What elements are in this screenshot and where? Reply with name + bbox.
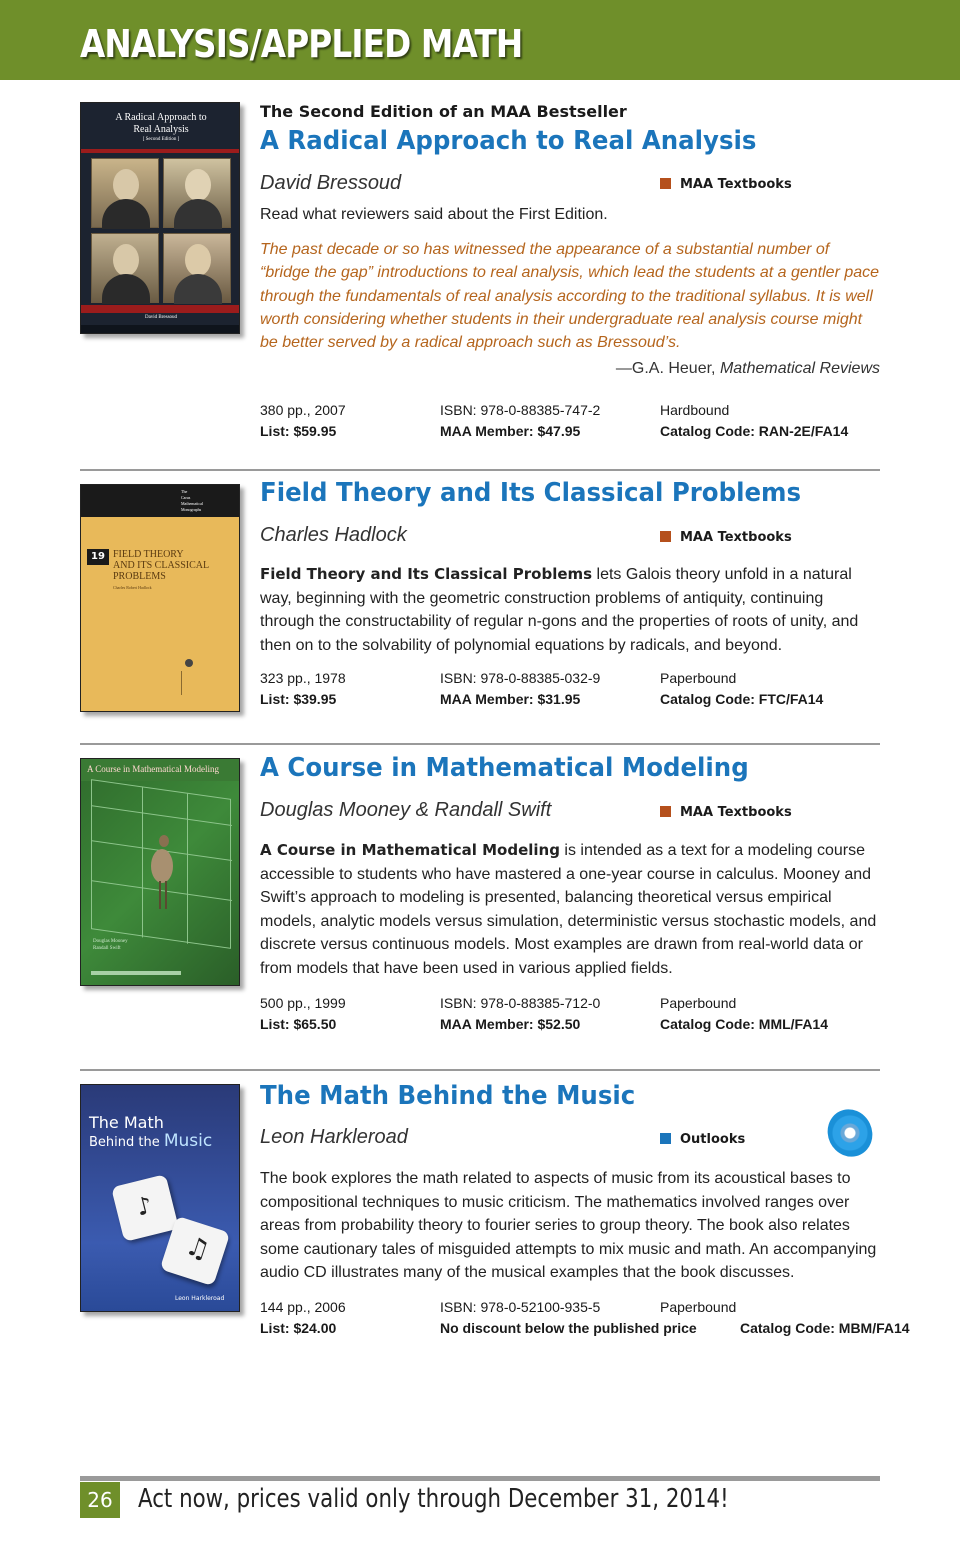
book-pages-year: 380 pp., 2007 xyxy=(260,402,346,418)
cover-author: Leon Harkleroad xyxy=(175,1295,225,1302)
section-title: ANALYSIS/APPLIED MATH xyxy=(80,22,523,66)
series-marker-icon xyxy=(660,531,671,542)
book-series xyxy=(660,177,792,192)
book-series xyxy=(660,1132,745,1147)
cover-series-line: Carus xyxy=(181,495,191,500)
book-author: Charles Hadlock xyxy=(260,524,407,546)
book-pages-year: 144 pp., 2006 xyxy=(260,1299,346,1315)
review-quote: The past decade or so has witnessed the appearance of a substantial number of “bridge the gap” introductions to real analysis, which lead the students at a gentler pace through the fundamentals of real analysis according to the traditional syllabus. It is well worth considering whether students in their undergraduate real analysis course might be better served by a radical approach such as Bressoud’s. xyxy=(260,241,880,352)
series-label: MAA Textbooks xyxy=(680,177,792,192)
cover-series-line: Mathematical xyxy=(181,501,203,506)
cover-title: A Course in Mathematical Modeling xyxy=(87,764,219,774)
review-source: Mathematical Reviews xyxy=(719,360,880,377)
cover-title-line: PROBLEMS xyxy=(113,571,166,582)
book-intro: Read what reviewers said about the First Edition. xyxy=(260,206,608,223)
cover-portrait-image xyxy=(91,233,159,303)
cover-series-line: The xyxy=(181,489,188,494)
book-isbn: ISBN: 978-0-52100-935-5 xyxy=(440,1299,601,1315)
cover-series-line: Monographs xyxy=(181,507,202,512)
book-entry-mathematical-modeling xyxy=(260,753,880,1043)
reviewer-name: —G.A. Heuer, xyxy=(615,360,720,377)
book-entry-field-theory xyxy=(260,478,880,718)
series-label: MAA Textbooks xyxy=(680,530,792,545)
cover-author: Douglas Mooney xyxy=(93,939,128,944)
book-series xyxy=(660,530,792,545)
book-cover-math-behind-music xyxy=(80,1084,240,1312)
description-text: is intended as a text for a modeling course accessible to students who have mastered a one-year course in calculus. Mooney and Swift’s approach to modeling is presented, balancing theoretical versus empirical models, analytic models versus simulation, deterministic versus stochastic models, and discrete versus continuous models. Most examples are drawn from real-world data or from models that have been used in various applied fields. xyxy=(260,842,877,977)
book-cover-field-theory xyxy=(80,484,240,712)
book-entry-radical-approach xyxy=(260,102,880,452)
audio-cd-icon xyxy=(820,1102,880,1164)
book-binding: Paperbound xyxy=(660,995,737,1011)
book-catalog-code: Catalog Code: MML/FA14 xyxy=(660,1016,829,1032)
book-description xyxy=(260,839,880,980)
description-title: Field Theory and Its Classical Problems xyxy=(260,565,593,583)
book-description: The book explores the math related to aspects of music from its acoustical bases to compositional techniques to music criticism. The mathematics involved ranges over areas from probability theory to fourier series to group theory. The book also relates some cautionary tales of misguided attempts to mix music and math. An accompanying audio CD illustrates many of the musical examples that the book discusses. xyxy=(260,1170,877,1281)
book-catalog-code: Catalog Code: FTC/FA14 xyxy=(660,691,824,707)
section-divider xyxy=(80,743,880,745)
book-title[interactable]: Field Theory and Its Classical Problems xyxy=(260,478,802,508)
book-list-price: List: $65.50 xyxy=(260,1016,337,1032)
book-pages-year: 500 pp., 1999 xyxy=(260,995,346,1011)
cover-title-line: AND ITS CLASSICAL xyxy=(113,560,210,571)
cover-author: Randall Swift xyxy=(93,946,121,951)
cover-author: Charles Robert Hadlock xyxy=(113,585,152,590)
book-series xyxy=(660,805,792,820)
cover-title-line: FIELD THEORY xyxy=(113,549,184,560)
die-icon: ♫ xyxy=(160,1216,231,1287)
cover-title-line: Real Analysis xyxy=(133,124,189,135)
review-attribution xyxy=(616,360,880,378)
description-title: A Course in Mathematical Modeling xyxy=(260,841,560,859)
book-list-price: List: $39.95 xyxy=(260,691,337,707)
cover-title-line: A Radical Approach to xyxy=(115,112,207,123)
book-entry-math-behind-music xyxy=(260,1081,910,1351)
series-marker-icon xyxy=(660,178,671,189)
book-binding: Paperbound xyxy=(660,670,737,686)
cover-title-line xyxy=(89,1131,212,1151)
maa-logo-icon xyxy=(185,659,193,667)
book-member-price: No discount below the published price xyxy=(440,1320,697,1336)
maa-logo-icon xyxy=(81,325,240,334)
book-catalog-code: Catalog Code: MBM/FA14 xyxy=(740,1320,910,1336)
book-isbn: ISBN: 978-0-88385-747-2 xyxy=(440,402,601,418)
book-kicker: The Second Edition of an MAA Bestseller xyxy=(260,102,627,121)
cover-edition: [ Second Edition ] xyxy=(142,137,180,142)
cover-title-part: Math xyxy=(123,1113,164,1132)
series-marker-icon xyxy=(660,1133,671,1144)
cover-portrait-image xyxy=(163,158,231,228)
section-header-bar xyxy=(0,0,960,80)
section-divider xyxy=(80,469,880,471)
book-description xyxy=(260,563,880,657)
series-marker-icon xyxy=(660,806,671,817)
book-title[interactable]: A Course in Mathematical Modeling xyxy=(260,753,749,783)
book-cover-radical-approach xyxy=(80,102,240,334)
book-author: Douglas Mooney & Randall Swift xyxy=(260,799,552,821)
section-divider xyxy=(80,1069,880,1071)
book-list-price: List: $59.95 xyxy=(260,423,337,439)
book-isbn: ISBN: 978-0-88385-032-9 xyxy=(440,670,601,686)
cover-portrait-image xyxy=(163,233,231,303)
cover-author: David Bressoud xyxy=(144,315,178,320)
book-title[interactable]: The Math Behind the Music xyxy=(260,1081,636,1111)
die-icon: ♪ xyxy=(111,1174,179,1242)
book-binding: Hardbound xyxy=(660,402,730,418)
cover-title-part: Behind the xyxy=(89,1135,164,1150)
book-author: Leon Harkleroad xyxy=(260,1126,408,1148)
description-text: lets Galois theory unfold in a natural way, beginning with the geometric construction problems of antiquity, continuing through the constructability of regular n-gons and the properties of roots of unity, and then on to the solvability of polynomial equations by radicals, and beyond. xyxy=(260,566,859,654)
book-author: David Bressoud xyxy=(260,172,402,194)
book-member-price: MAA Member: $31.95 xyxy=(440,691,581,707)
footer-divider xyxy=(80,1476,880,1481)
series-label: Outlooks xyxy=(680,1132,746,1147)
bird-image xyxy=(141,829,181,909)
book-pages-year: 323 pp., 1978 xyxy=(260,670,346,686)
footer-promo-text: Act now, prices valid only through December 31, 2014! xyxy=(138,1484,729,1514)
book-cover-mathematical-modeling xyxy=(80,758,240,986)
cover-title-line xyxy=(89,1113,164,1132)
maa-logo-icon xyxy=(91,971,181,975)
series-label: MAA Textbooks xyxy=(680,805,792,820)
cover-title-part: The xyxy=(89,1113,124,1132)
book-catalog-code: Catalog Code: RAN-2E/FA14 xyxy=(660,423,849,439)
cover-number: 19 xyxy=(87,549,109,565)
book-member-price: MAA Member: $52.50 xyxy=(440,1016,581,1032)
cover-portrait-image xyxy=(91,158,159,228)
page-number: 26 xyxy=(80,1482,120,1518)
book-title[interactable]: A Radical Approach to Real Analysis xyxy=(260,126,757,156)
book-isbn: ISBN: 978-0-88385-712-0 xyxy=(440,995,601,1011)
book-list-price: List: $24.00 xyxy=(260,1320,337,1336)
book-binding: Paperbound xyxy=(660,1299,737,1315)
book-member-price: MAA Member: $47.95 xyxy=(440,423,581,439)
cover-title-part: Music xyxy=(163,1131,213,1151)
